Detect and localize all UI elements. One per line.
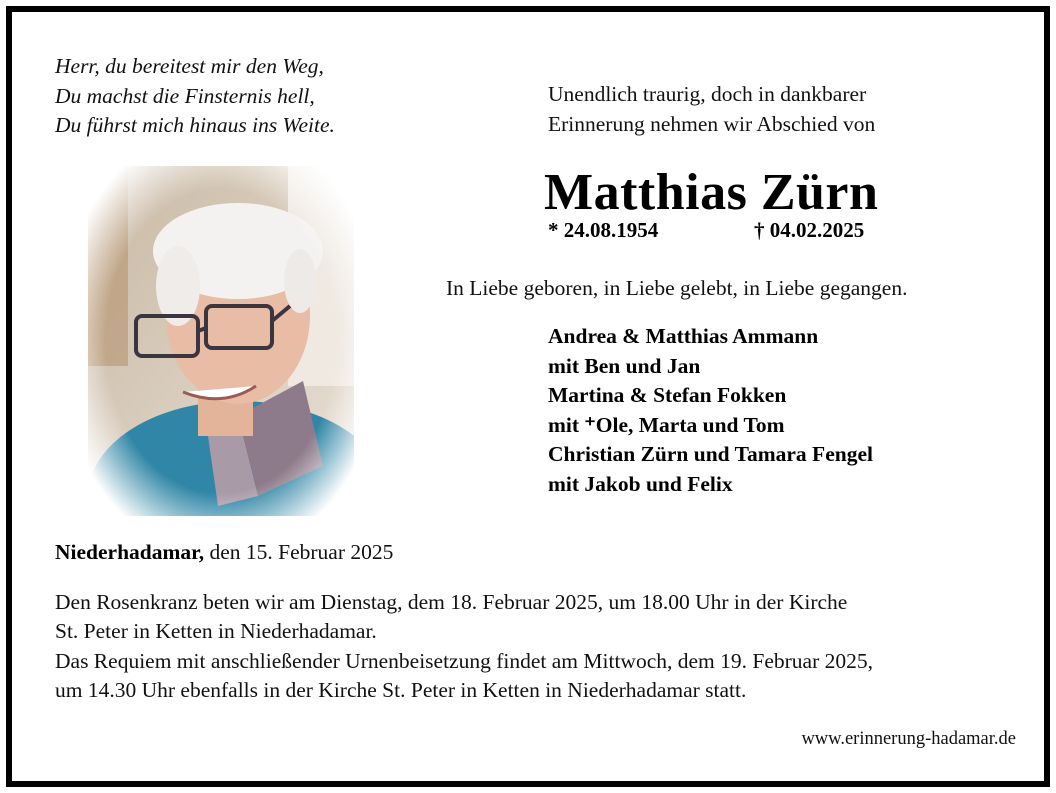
- deceased-name: Matthias Zürn: [544, 164, 879, 221]
- verse-line: Du führst mich hinaus ins Weite.: [55, 113, 335, 137]
- death-date: † 04.02.2025: [754, 218, 865, 242]
- date: den 15. Februar 2025: [204, 540, 394, 564]
- place: Niederhadamar,: [55, 540, 205, 564]
- verse-line: Du machst die Finsternis hell,: [55, 83, 315, 108]
- portrait-photo: [88, 166, 354, 516]
- birth-date: * 24.08.1954: [548, 218, 659, 242]
- family-line: Andrea & Matthias Ammann: [548, 324, 819, 348]
- notice-line: St. Peter in Ketten in Niederhadamar.: [55, 619, 377, 644]
- family-line: mit Jakob und Felix: [548, 471, 733, 496]
- notice-line: um 14.30 Uhr ebenfalls in der Kirche St. Peter in Ketten in Niederhadamar statt.: [55, 677, 747, 702]
- notice-line: Den Rosenkranz beten wir am Dienstag, dem 18. Februar 2025, um 18.00 Uhr in der Kirche: [55, 590, 848, 614]
- website-link[interactable]: www.erinnerung-hadamar.de: [801, 729, 1016, 749]
- family-line: Christian Zürn und Tamara Fengel: [548, 442, 873, 466]
- intro-text: [548, 80, 875, 139]
- service-notice: [55, 588, 1015, 705]
- bible-verse: [55, 52, 335, 141]
- intro-line: Erinnerung nehmen wir Abschied von: [548, 111, 876, 136]
- family-list: [548, 322, 873, 499]
- portrait-image: [88, 166, 354, 516]
- family-line: mit Ben und Jan: [548, 353, 701, 378]
- motto: In Liebe geboren, in Liebe gelebt, in Liebe gegangen.: [446, 276, 908, 300]
- verse-line: Herr, du bereitest mir den Weg,: [55, 54, 324, 78]
- family-line: Martina & Stefan Fokken: [548, 383, 787, 407]
- intro-line: Unendlich traurig, doch in dankbarer: [548, 82, 867, 106]
- notice-line: Das Requiem mit anschließender Urnenbeisetzung findet am Mittwoch, dem 19. Februar 2025,: [55, 648, 873, 673]
- place-date: [55, 540, 393, 565]
- family-line: mit ⁺Ole, Marta und Tom: [548, 412, 785, 437]
